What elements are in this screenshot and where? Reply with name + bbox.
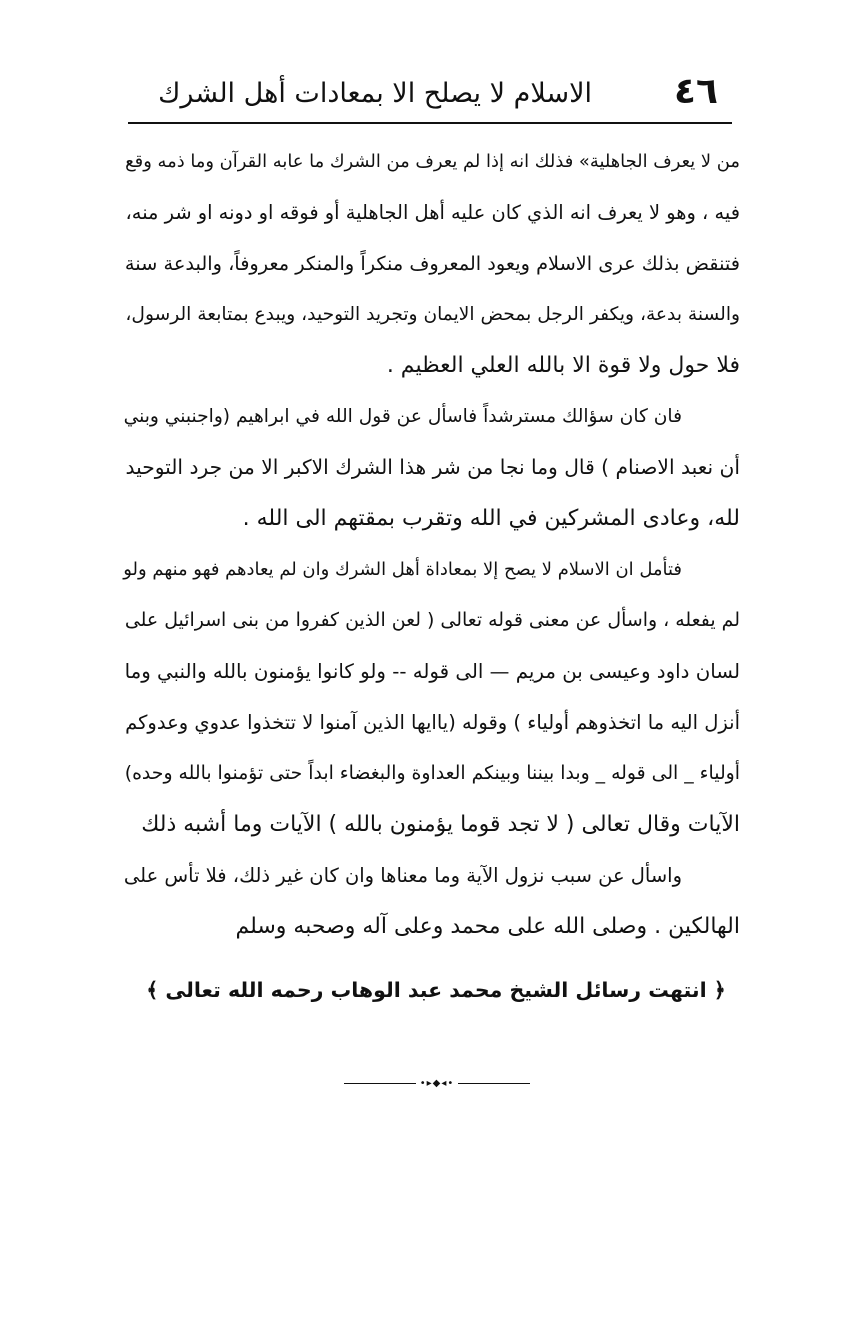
end-ornament bbox=[344, 1078, 530, 1090]
text-line: والسنة بدعة، ويكفر الرجل بمحض الايمان وتجريد التوحيد، ويبدع بمتابعة الرسول، bbox=[125, 304, 740, 325]
header-rule bbox=[128, 122, 732, 124]
text-line: أولياء _ الى قوله _ وبدا بيننا وبينكم العداوة والبغضاء ابداً حتى تؤمنوا بالله وحده) bbox=[124, 763, 740, 784]
page-number: ٤٦ bbox=[674, 71, 718, 112]
text-line: أنزل اليه ما اتخذوهم أولياء ) وقوله (ياايها الذين آمنوا لا تتخذوا عدوي وعدوكم bbox=[125, 711, 740, 734]
text-line: أن نعبد الاصنام ) قال وما نجا من شر هذا الشرك الاكبر الا من جرد التوحيد bbox=[125, 455, 740, 479]
text-line: من لا يعرف الجاهلية» فذلك انه إذا لم يعرف من الشرك ما عابه القرآن وما ذمه وقع bbox=[125, 151, 740, 172]
closing-statement: ﴿ انتهت رسائل الشيخ محمد عبد الوهاب رحمه الله تعالى ﴾ bbox=[146, 978, 726, 1002]
text-line: فيه ، وهو لا يعرف انه الذي كان عليه أهل الجاهلية أو فوقه او دونه او شر منه، bbox=[125, 201, 740, 224]
body-text bbox=[112, 136, 740, 952]
page-header bbox=[128, 70, 732, 120]
ornament-center: •◂◆▸• bbox=[419, 1078, 455, 1089]
ornament-rule-left bbox=[344, 1083, 416, 1084]
text-line: لم يفعله ، واسأل عن معنى قوله تعالى ( لعن الذين كفروا من بنى اسرائيل على bbox=[124, 609, 740, 631]
ornament-rule-right bbox=[458, 1083, 530, 1084]
text-line: الآيات وقال تعالى ( لا تجد قوما يؤمنون بالله ) الآيات وما أشبه ذلك bbox=[141, 812, 740, 837]
text-line: فان كان سؤالك مسترشداً فاسأل عن قول الله في ابراهيم (واجنبني وبني bbox=[123, 406, 682, 427]
text-line: لله، وعادى المشركين في الله وتقرب بمقتهم الى الله . bbox=[242, 506, 740, 531]
running-title: الاسلام لا يصلح الا بمعادات أهل الشرك bbox=[158, 78, 592, 109]
text-line: الهالكين . وصلى الله على محمد وعلى آله وصحبه وسلم bbox=[235, 914, 740, 939]
text-line: فتأمل ان الاسلام لا يصح إلا بمعاداة أهل الشرك وان لم يعادهم فهو منهم ولو bbox=[123, 559, 682, 580]
text-line: واسأل عن سبب نزول الآية وما معناها وان كان غير ذلك، فلا تأس على bbox=[123, 864, 682, 887]
text-line: فلا حول ولا قوة الا بالله العلي العظيم . bbox=[386, 353, 740, 378]
text-line: فتنقض بذلك عرى الاسلام ويعود المعروف منكراً والمنكر معروفاً، والبدعة سنة bbox=[124, 252, 740, 275]
text-line: لسان داود وعيسى بن مريم — الى قوله -- ولو كانوا يؤمنون بالله والنبي وما bbox=[124, 660, 740, 683]
